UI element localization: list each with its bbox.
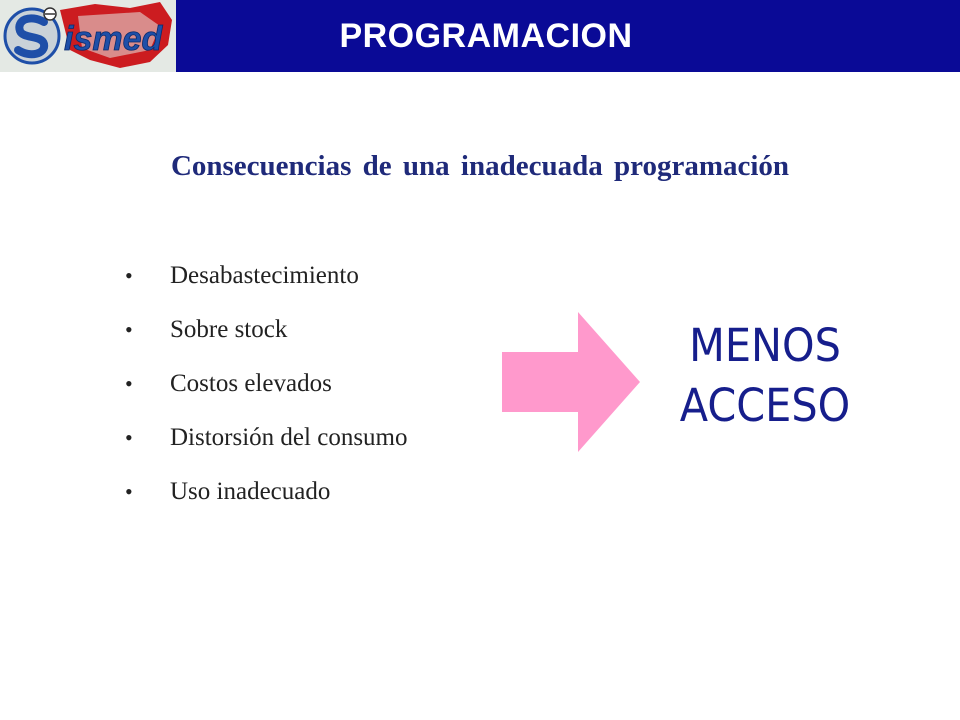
list-item (125, 366, 408, 420)
list-item (125, 420, 408, 474)
bullet-marker: • (125, 317, 133, 342)
bullet-text: Distorsión del consumo (170, 424, 408, 451)
result-line-1: MENOS (689, 319, 841, 372)
bullet-list (125, 258, 408, 528)
result-line-2: ACCESO (679, 379, 851, 432)
sismed-logo-graphic (0, 0, 176, 72)
page-title: PROGRAMACION (339, 17, 633, 55)
list-item (125, 312, 408, 366)
bullet-marker: • (125, 371, 133, 396)
sismed-logo (0, 0, 176, 72)
list-item (125, 474, 408, 528)
slide-subtitle: Consecuencias de una inadecuada programación (170, 150, 790, 182)
bullet-marker: • (125, 263, 133, 288)
right-arrow-icon (502, 312, 642, 459)
list-item (125, 258, 408, 312)
svg-text:ismed: ismed (64, 20, 163, 58)
bullet-marker: • (125, 479, 133, 504)
bullet-text: Costos elevados (170, 370, 332, 397)
bullet-text: Uso inadecuado (170, 478, 331, 505)
bullet-marker: • (125, 425, 133, 450)
bullet-text: Desabastecimiento (170, 262, 359, 289)
bullet-text: Sobre stock (170, 316, 288, 343)
result-text (668, 316, 861, 436)
